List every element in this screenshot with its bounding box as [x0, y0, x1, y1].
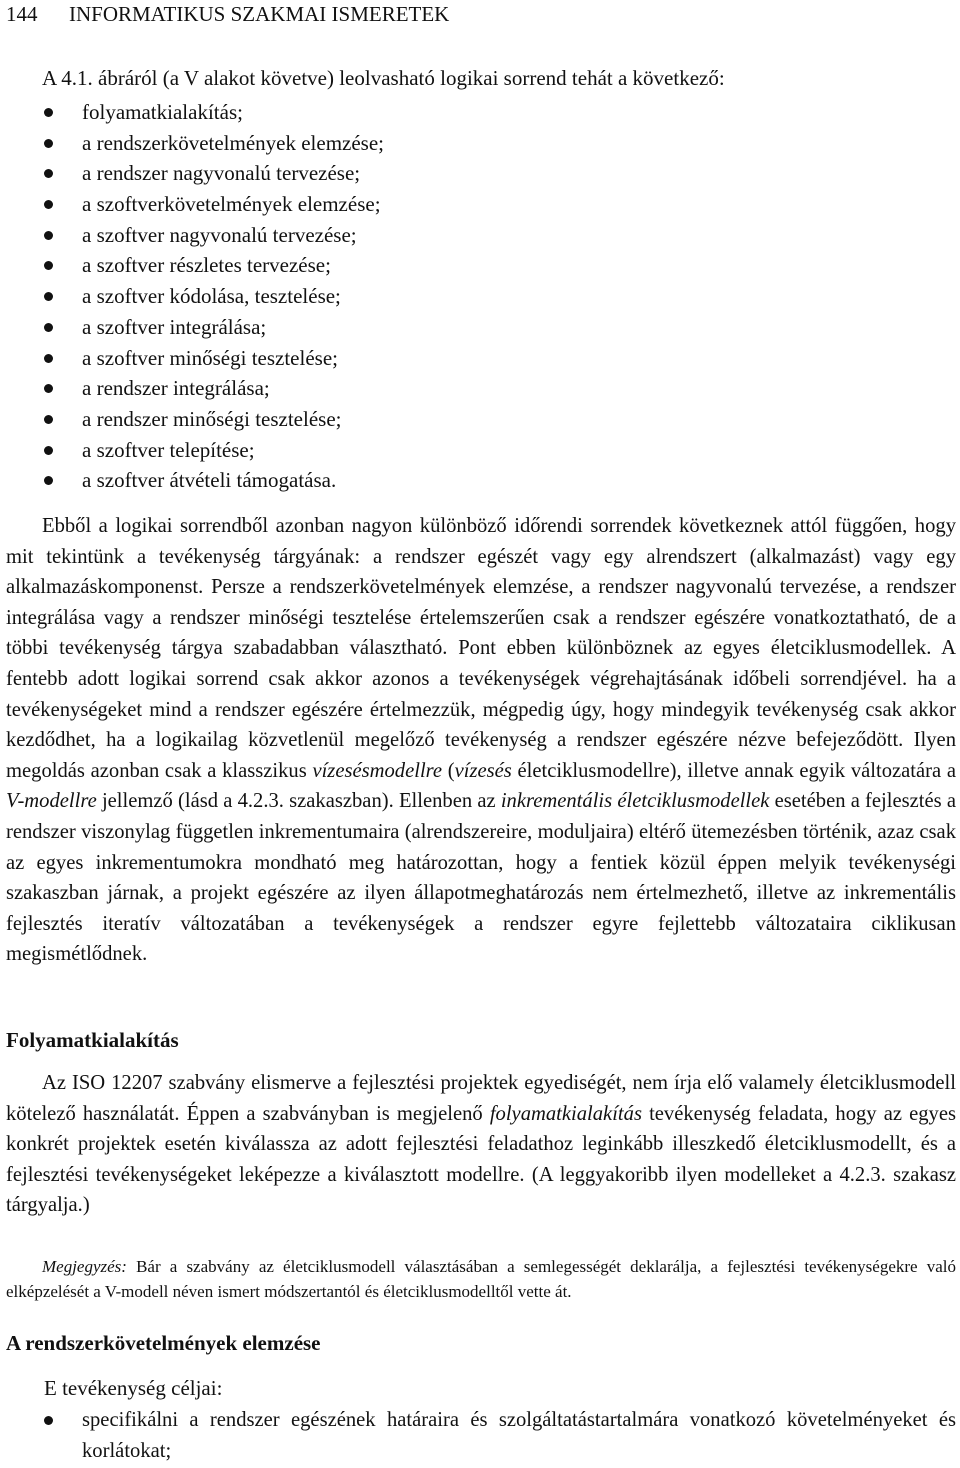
- paragraph-emphasis: folyamatkialakítás: [489, 1102, 642, 1125]
- section-heading: A rendszerkövetelmények elemzése: [6, 1331, 321, 1355]
- goals-label: E tevékenység céljai:: [44, 1376, 223, 1400]
- list-item: a rendszer minőségi tesztelése;: [0, 404, 384, 435]
- list-item: a szoftver telepítése;: [0, 435, 384, 466]
- list-item: a szoftver részletes tervezése;: [0, 250, 384, 281]
- list-item: a szoftver átvételi támogatása.: [0, 465, 384, 496]
- intro-sentence: A 4.1. ábráról (a V alakot követve) leolvasható logikai sorrend tehát a következő:: [42, 66, 725, 90]
- paragraph-text: (: [442, 759, 455, 782]
- paragraph-text: tevékenység feladata, hogy az egyes konkrét projektek esetén kiválassza az adott fejlesztési feladathoz leginkább illeszkedő életciklusmodellt, és a fejlesztési tevékenységeket leképezze a kiválasztott modellre. (A leggyakoribb ilyen modelleket a 4.2.3. szakasz tárgyalja.): [6, 1102, 956, 1217]
- section-heading: Folyamatkialakítás: [6, 1028, 179, 1052]
- paragraph-text: esetében a fejlesztés a rendszer viszonylag független inkrementumaira (alrendszereire, moduljaira) eltérő ütemezésben történik, azaz csak az egyes inkrementumokra mondható meg határozottan, hogy a fentiek közül éppen melyik tevékenységi szakaszban járnak, a projekt egészére az ilyen állapotmeghatározás nem értelmezhető, illetve az inkrementális fejlesztés iteratív változatában a tevékenységek a rendszer egyre fejlettebb változataira ciklikusan megismétlődnek.: [6, 790, 956, 966]
- list-item: a rendszerkövetelmények elemzése;: [0, 128, 384, 159]
- list-item: a rendszer integrálása;: [0, 373, 384, 404]
- paragraph-text: életciklusmodellre), illetve annak egyik változatára a: [511, 759, 956, 782]
- page-header: [6, 2, 449, 27]
- paragraph-emphasis: vízesésmodellre: [312, 759, 443, 782]
- paragraph-emphasis: V-modellre: [6, 790, 97, 813]
- paragraph-text: Ebből a logikai sorrendből azonban nagyon különböző időrendi sorrendek következnek attól függően, hogy mit tekintünk a tevékenység tárgyának: a rendszer egészét vagy egy alrendszert (alkalmazást) vagy egy alkalmazáskomponenst. Persze a rendszerkövetelmények elemzése, a rendszer nagyvonalú tervezése, a rendszer integrálása vagy a rendszer minőségi tesztelése értelemszerűen csak a rendszer egészére vonatkoztatható, de a többi tevékenység tárgya szabadabban választható. Pont ebben különböznek az egyes életciklusmodellek. A fentebb adott logikai sorrend csak akkor azonos a tevékenységek végrehajtásának időbeli sorrendjével. ha a tevékenységeket mind a rendszer egészére értelmezzük, mégpedig úgy, hogy mindegyik tevékenység csak akkor kezdődhet, ha a logikailag közvetlenül megelőző tevékenység a rendszer egészére nézve befejeződött. Ilyen megoldás azonban csak a klasszikus: [6, 515, 956, 782]
- list-item: a rendszer nagyvonalú tervezése;: [0, 158, 384, 189]
- page-number: 144: [6, 2, 38, 26]
- process-order-list: [0, 97, 384, 496]
- running-title: INFORMATIKUS SZAKMAI ISMERETEK: [69, 2, 450, 26]
- body-paragraph: [6, 1068, 956, 1221]
- list-item: a szoftver kódolása, tesztelése;: [0, 281, 384, 312]
- paragraph-emphasis: vízesés: [454, 759, 512, 782]
- paragraph-text: jellemző (lásd a 4.2.3. szakaszban). Ellenben az: [96, 790, 501, 813]
- list-item: a szoftver nagyvonalú tervezése;: [0, 220, 384, 251]
- list-item: a szoftverkövetelmények elemzése;: [0, 189, 384, 220]
- note-text: Bár a szabvány az életciklusmodell választásában a semlegességét deklarálja, a fejlesztési tevékenységekre való elképzelését a V-modell néven ismert módszertantól és életciklusmodelltől vette át.: [6, 1257, 956, 1301]
- note-paragraph: [6, 1254, 956, 1304]
- paragraph-emphasis: inkrementális életciklusmodellek: [500, 790, 770, 813]
- paragraph-text: Az ISO 12207 szabvány elismerve a fejlesztési projektek egyediségét, nem írja elő valamely életciklusmodell kötelező használatát. Éppen a szabványban is megjelenő: [6, 1072, 956, 1125]
- list-item: a szoftver minőségi tesztelése;: [0, 343, 384, 374]
- list-item: specifikálni a rendszer egészének határaira és szolgáltatástartalmára vonatkozó követelményeket és korlátokat;: [0, 1405, 956, 1466]
- goals-list: [0, 1405, 956, 1466]
- list-item: folyamatkialakítás;: [0, 97, 384, 128]
- body-paragraph: [6, 511, 956, 970]
- list-item: a szoftver integrálása;: [0, 312, 384, 343]
- note-label: Megjegyzés:: [42, 1257, 127, 1276]
